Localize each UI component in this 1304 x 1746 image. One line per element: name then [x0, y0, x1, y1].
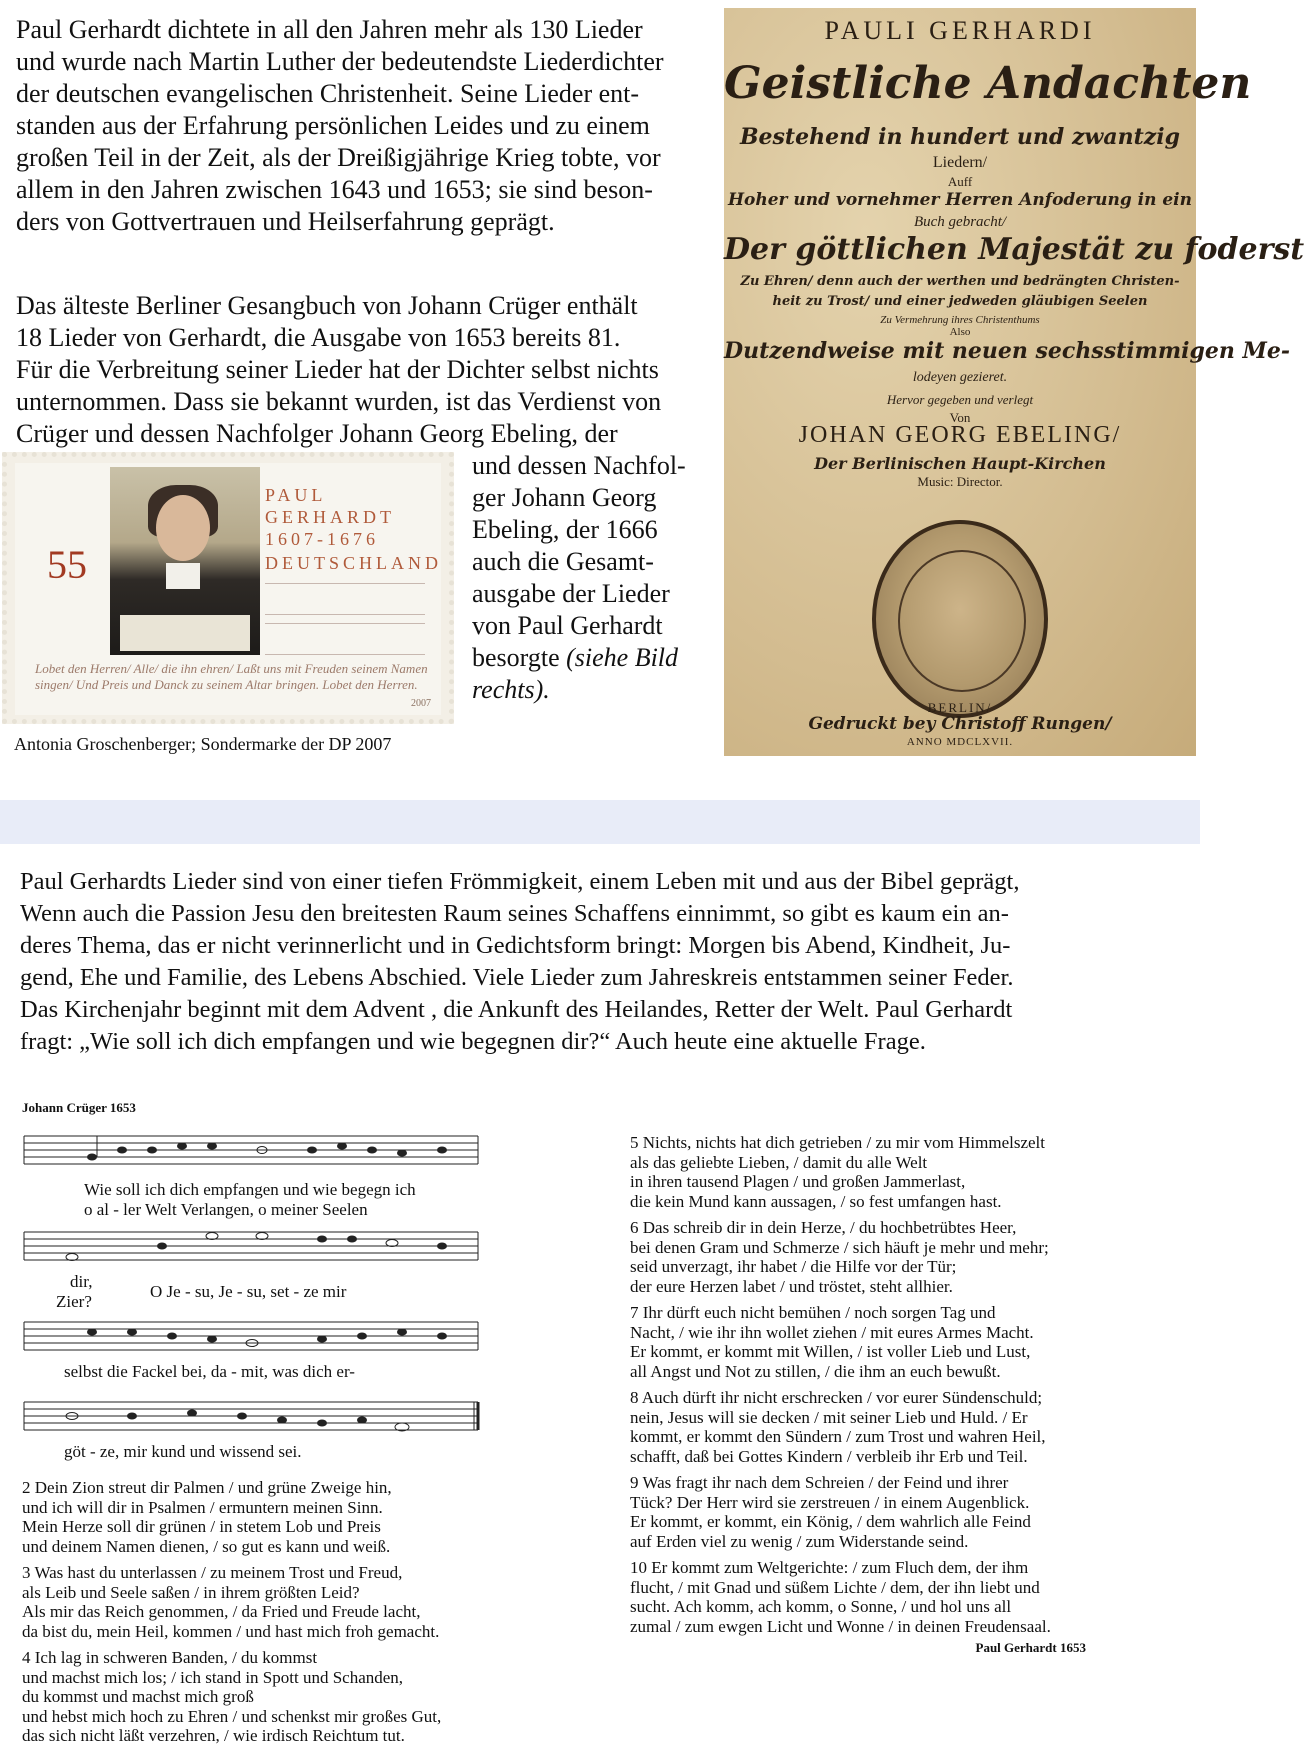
section-2-paragraph: [20, 866, 1190, 1058]
text-line: großen Teil in der Zeit, als der Dreißigjährige Krieg tobte, vor: [16, 143, 661, 172]
stamp-value: 55: [47, 542, 87, 587]
verse-line: Nacht, / wie ihr ihn wollet ziehen / mit eures Armes Macht.: [630, 1322, 1034, 1342]
verse-line: nein, Jesus will sie decken / mit seiner Lieb und Huld. / Er: [630, 1407, 1028, 1427]
verse-line: 10 Er kommt zum Weltgerichte: / zum Fluch dem, der ihm: [630, 1558, 1029, 1577]
verse-2: [22, 1478, 492, 1556]
verse-line: 2 Dein Zion streut dir Palmen / und grüne Zweige hin,: [22, 1478, 392, 1497]
verse-line: 8 Auch dürft ihr nicht erschrecken / vor eurer Sündenschuld;: [630, 1388, 1043, 1407]
verse-8: [630, 1388, 1190, 1466]
stamp-music-staff: [265, 583, 425, 615]
score-lyrics: selbst die Fackel bei, da - mit, was dich er-: [64, 1362, 355, 1381]
verse-line: sucht. Ach komm, ach komm, o Sonne, / und hol uns all: [630, 1597, 1012, 1616]
book-line: Der göttlichen Majestät zu foderst: [724, 232, 1304, 267]
verse-line: Tück? Der Herr wird sie zerstreuen / in einem Augenblick.: [630, 1492, 1030, 1512]
text-line: Wenn auch die Passion Jesu den breitesten Raum seines Schaffens einnimmt, so gibt es kaum ein an-: [20, 900, 1009, 927]
text-line: Paul Gerhardt dichtete in all den Jahren mehr als 130 Lieder: [16, 15, 643, 44]
text-line: gend, Ehe und Familie, des Lebens Abschied. Viele Lieder zum Jahreskreis entstammen seiner Feder.: [20, 964, 1014, 991]
stamp-text-line: PAUL: [265, 485, 327, 505]
verse-line: und deinem Namen dienen, / so gut es kann und weiß.: [22, 1536, 391, 1556]
text-line: und wurde nach Martin Luther der bedeutendste Liederdichter: [16, 47, 664, 76]
text-line: [472, 642, 722, 674]
text-line: der deutschen evangelischen Christenheit. Seine Lieder ent-: [16, 79, 640, 108]
intro-paragraph-2: [16, 290, 716, 450]
book-line: Music: Director.: [917, 474, 1003, 489]
text-line: Ebeling, der 1666: [472, 515, 658, 544]
stamp-caption: Antonia Groschenberger; Sondermarke der DP 2007: [14, 734, 392, 754]
book-line: Hoher und vornehmer Herren Anfoderung in ein: [727, 190, 1192, 210]
verse-9: [630, 1473, 1190, 1551]
italic-reference: (siehe Bild: [566, 643, 679, 672]
book-line: Auff: [947, 174, 973, 189]
text-line: Crüger und dessen Nachfolger Johann Georg Ebeling, der: [16, 419, 618, 448]
book-line: Von: [949, 410, 971, 425]
text-line: fragt: „Wie soll ich dich empfangen und wie begegnen dir?“ Auch heute eine aktuelle Frage.: [20, 1028, 926, 1055]
book-line: Buch gebracht/: [913, 214, 1007, 230]
book-line: Zu Vermehrung ihres Christenthums: [880, 314, 1040, 326]
text-line: ausgabe der Lieder: [472, 579, 670, 608]
book-line: lodeyen gezieret.: [912, 370, 1008, 385]
verses-left: [22, 1478, 492, 1746]
verse-line: auf Erden viel zu wenig / zum Widerstande seind.: [630, 1531, 969, 1551]
engraved-vignette: [872, 520, 1048, 718]
verse-line: und ich will dir in Psalmen / ermuntern meinen Sinn.: [22, 1497, 383, 1517]
stamp-year: 2007: [411, 698, 431, 709]
verse-line: der eure Herzen labet / und tröstet, steht allhier.: [630, 1276, 953, 1296]
stamp-music-staff: [265, 623, 425, 655]
text-line: ders von Gottvertrauen und Heilserfahrung geprägt.: [16, 207, 555, 236]
book-line: Zu Ehren/ denn auch der werthen und bedrängten Christen-: [740, 274, 1180, 289]
book-line: PAULI GERHARDI: [824, 16, 1096, 45]
verse-line: 9 Was fragt ihr nach dem Schreien / der Feind und ihrer: [630, 1473, 1009, 1492]
verse-line: 7 Ihr dürft euch nicht bemühen / noch sorgen Tag und: [630, 1303, 996, 1322]
book-line: Liedern/: [932, 154, 988, 171]
text-line: Paul Gerhardts Lieder sind von einer tiefen Frömmigkeit, einem Leben mit und aus der Bibel geprägt,: [20, 868, 1020, 895]
score-lyrics: o al - ler Welt Verlangen, o meiner Seelen: [84, 1200, 368, 1219]
verse-line: all Angst und Not zu stillen, / die ihm an euch bewußt.: [630, 1361, 1001, 1381]
postage-stamp: [2, 452, 454, 724]
text-line: von Paul Gerhardt: [472, 611, 663, 640]
stamp-script-text: Lobet den Herren/ Alle/ die ihn ehren/ Laßt uns mit Freuden seinem Namen singen/ Und Preis und Danck zu seinem Altar bringen. Lobet den Herren.: [35, 661, 428, 692]
verse-line: flucht, / mit Gnad und süßem Lichte / dem, der ihn liebt und: [630, 1577, 1040, 1597]
verse-line: das sich nicht läßt verzehren, / wie irdisch Reichtum tut.: [22, 1726, 405, 1745]
intro-paragraph-2-wrap: [472, 450, 722, 706]
text-line: 18 Lieder von Gerhardt, die Ausgabe von 1653 bereits 81.: [16, 323, 621, 352]
verse-line: Er kommt, er kommt mit Willen, / ist voller Lieb und Lust,: [630, 1342, 1031, 1361]
score-lyrics: göt - ze, mir kund und wissend sei.: [64, 1442, 302, 1461]
verse-line: Als mir das Reich genommen, / da Fried und Freude lacht,: [22, 1602, 421, 1621]
text-fragment: besorgte: [472, 643, 560, 672]
verse-10: [630, 1558, 1190, 1636]
verse-5: [630, 1133, 1190, 1211]
verse-line: als Leib und Seele saßen / in ihrem größten Leid?: [22, 1582, 360, 1602]
text-line: auch die Gesamt-: [472, 547, 654, 576]
verse-7: [630, 1303, 1190, 1381]
verse-4: [22, 1648, 492, 1746]
text-line: Für die Verbreitung seiner Lieder hat der Dichter selbst nichts: [16, 355, 659, 384]
verse-line: da bist du, mein Heil, kommen / und hast mich froh gemacht.: [22, 1621, 440, 1641]
book-line: heit zu Trost/ und einer jedweden gläubigen Seelen: [772, 294, 1148, 309]
verse-line: 4 Ich lag in schweren Banden, / du kommst: [22, 1648, 318, 1667]
gerhardt-portrait: [110, 467, 260, 655]
stamp-text-line: 1607-1676: [265, 529, 379, 549]
verse-line: die kein Mund kann aussagen, / so fest umfangen hast.: [630, 1191, 1002, 1211]
verse-6: [630, 1218, 1190, 1296]
verse-3: [22, 1563, 492, 1641]
book-line: ANNO MDCLXVII.: [906, 736, 1014, 748]
book-line: JOHAN GEORG EBELING/: [798, 422, 1122, 448]
book-line: BERLIN/: [927, 700, 993, 715]
verse-line: kommt, er kommt den Sündern / zum Trost und wahren Heil,: [630, 1427, 1046, 1446]
text-line: allem in den Jahren zwischen 1643 und 1653; sie sind beson-: [16, 175, 653, 204]
author-signature: Paul Gerhardt 1653: [975, 1640, 1086, 1655]
verse-line: als das geliebte Lieben, / damit du alle Welt: [630, 1152, 928, 1172]
book-line: Also: [949, 326, 971, 338]
text-line: Das Kirchenjahr beginnt mit dem Advent , die Ankunft des Heilandes, Retter der Welt. Paul Gerhardt: [20, 996, 1013, 1023]
verse-line: 5 Nichts, nichts hat dich getrieben / zu mir vom Himmelszelt: [630, 1133, 1045, 1152]
text-line: [472, 674, 722, 706]
intro-paragraph-1: [16, 14, 716, 238]
score-lyrics: Zier?: [56, 1292, 92, 1311]
text-line: standen aus der Erfahrung persönlichen Leides und zu einem: [16, 111, 650, 140]
verse-line: und machst mich los; / ich stand in Spott und Schanden,: [22, 1667, 404, 1687]
text-line: deres Thema, das er nicht verinnerlicht und in Gedichtsform bringt: Morgen bis Abend, Kindheit, Ju-: [20, 932, 1011, 959]
verse-line: du kommst und machst mich groß: [22, 1687, 254, 1706]
text-line: ger Johann Georg: [472, 483, 657, 512]
verse-line: schafft, daß bei Gottes Kindern / verbleib ihr Erb und Teil.: [630, 1446, 1028, 1466]
stamp-face: [15, 463, 441, 715]
book-line: Dutzendweise mit neuen sechsstimmigen Me-: [724, 338, 1291, 364]
score-lyrics: Wie soll ich dich empfangen und wie begegn ich: [84, 1180, 416, 1199]
book-line: Der Berlinischen Haupt-Kirchen: [814, 454, 1106, 473]
verse-line: 6 Das schreib dir in dein Herze, / du hochbetrübtes Heer,: [630, 1218, 1017, 1237]
verse-line: Mein Herze soll dir grünen / in stetem Lob und Preis: [22, 1517, 381, 1536]
verse-line: seid unverzagt, ihr habet / die Hilfe vor der Tür;: [630, 1257, 957, 1276]
divider-strip: [0, 800, 1200, 844]
book-title: Geistliche Andachten: [724, 58, 1252, 109]
book-title-page: [724, 8, 1304, 756]
book-line: Bestehend in hundert und zwantzig: [739, 124, 1181, 150]
book-line: Gedruckt bey Christoff Rungen/: [808, 714, 1112, 734]
text-line: unternommen. Dass sie bekannt wurden, ist das Verdienst von: [16, 387, 662, 416]
text-line: und dessen Nachfol-: [472, 451, 686, 480]
stamp-text-line: DEUTSCHLAND: [265, 553, 442, 573]
book-line: Hervor gegeben und verlegt: [886, 392, 1034, 407]
verse-line: in ihren tausend Plagen / und großen Jammerlast,: [630, 1172, 966, 1191]
verses-right: [630, 1133, 1190, 1656]
music-score: [22, 1120, 482, 1490]
text-line: Das älteste Berliner Gesangbuch von Johann Crüger enthält: [16, 291, 638, 320]
score-lyrics: dir,: [70, 1272, 93, 1291]
verse-line: Er kommt, er kommt, ein König, / dem wahrlich alle Feind: [630, 1512, 1031, 1531]
verse-line: 3 Was hast du unterlassen / zu meinem Trost und Freud,: [22, 1563, 403, 1582]
verse-line: bei denen Gram und Schmerze / sich häuft je mehr und mehr;: [630, 1237, 1049, 1257]
italic-reference: rechts).: [472, 675, 550, 704]
composer-credit: Johann Crüger 1653: [22, 1100, 136, 1115]
verse-line: zumal / zum ewgen Licht und Wonne / in deinen Freudensaal.: [630, 1616, 1051, 1636]
verse-line: und hebst mich hoch zu Ehren / und schenkst mir großes Gut,: [22, 1706, 442, 1726]
stamp-text-line: GERHARDT: [265, 507, 395, 527]
score-lyrics: O Je - su, Je - su, set - ze mir: [150, 1282, 347, 1301]
